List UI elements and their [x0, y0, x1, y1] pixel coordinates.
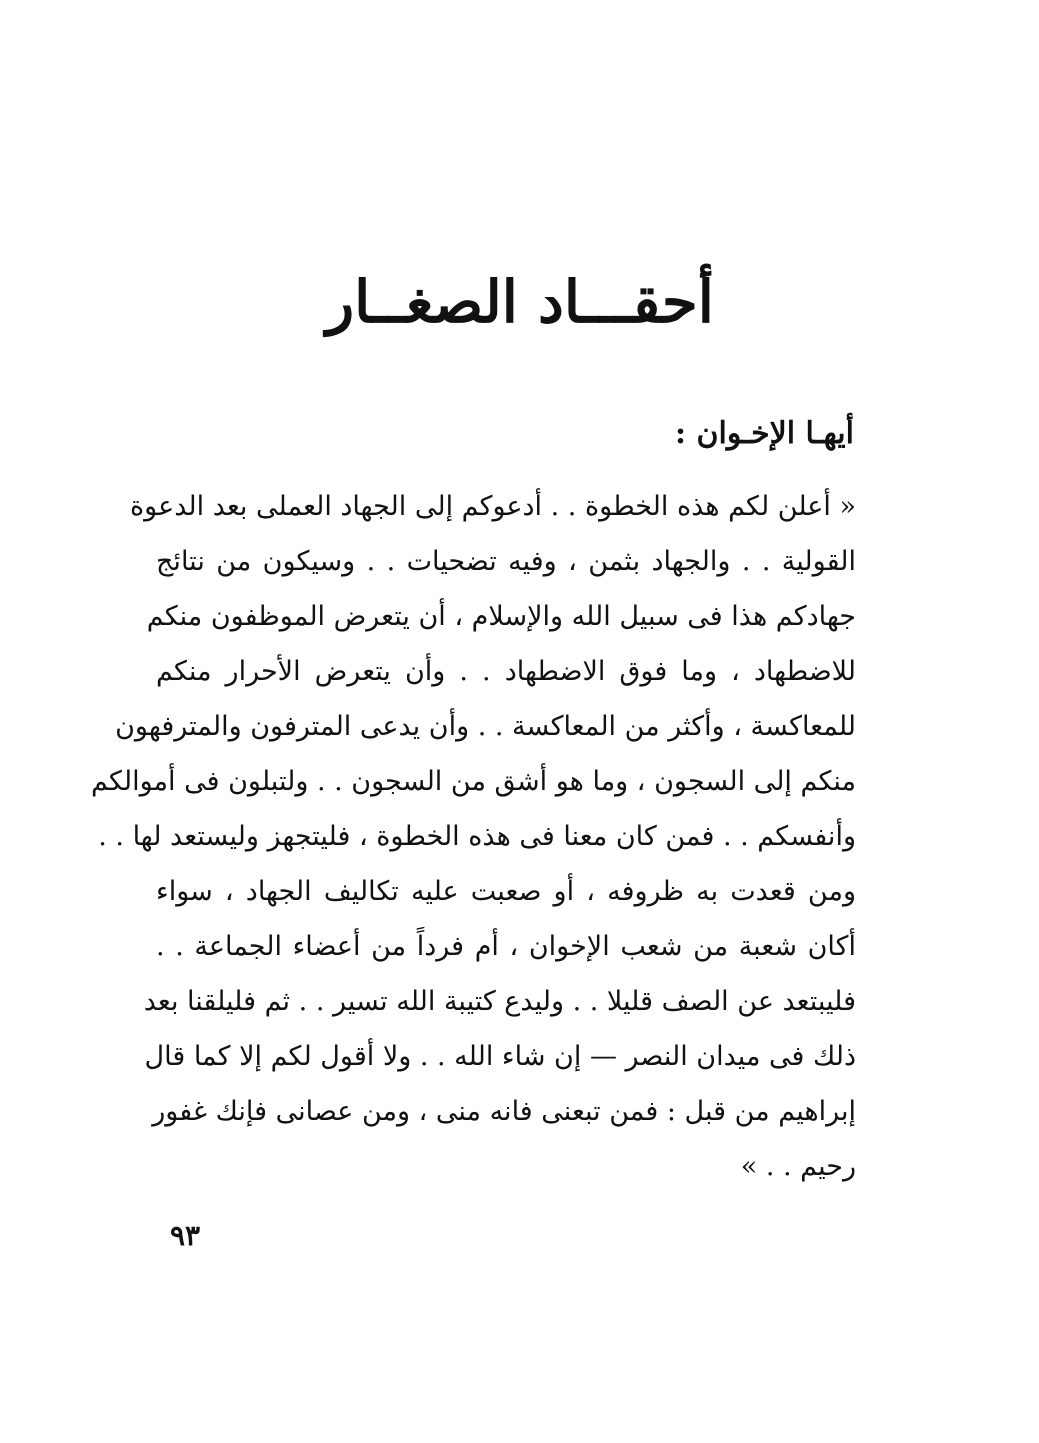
body-line: إبراهيم من قبل : فمن تبعنى فانه منى ، ومن عصانى فإنك غفور	[152, 1096, 856, 1127]
body-line: أكان شعبة من شعب الإخوان ، أم فرداً من أعضاء الجماعة . .	[156, 931, 856, 962]
body-text	[91, 482, 856, 1197]
body-line: القولية . . والجهاد بثمن ، وفيه تضحيات . . وسيكون من نتائج	[156, 546, 856, 577]
body-line: رحيم . . »	[740, 1151, 856, 1182]
section-address: أيهـا الإخـوان :	[674, 416, 854, 451]
body-line: للمعاكسة ، وأكثر من المعاكسة . . وأن يدعى المترفون والمترفهون	[115, 711, 856, 742]
body-line: « أعلن لكم هذه الخطوة . . أدعوكم إلى الجهاد العملى بعد الدعوة	[130, 491, 856, 522]
body-line: ذلك فى ميدان النصر — إن شاء الله . . ولا أقول لكم إلا كما قال	[144, 1041, 856, 1072]
body-line: منكم إلى السجون ، وما هو أشق من السجون . . ولتبلون فى أموالكم	[91, 766, 856, 797]
body-line: جهادكم هذا فى سبيل الله والإسلام ، أن يتعرض الموظفون منكم	[146, 601, 856, 632]
body-line: للاضطهاد ، وما فوق الاضطهاد . . وأن يتعرض الأحرار منكم	[156, 656, 856, 687]
page-number: ٩٣	[170, 1219, 201, 1252]
body-line: فليبتعد عن الصف قليلا . . وليدع كتيبة الله تسير . . ثم فليلقنا بعد	[143, 986, 856, 1017]
body-line: ومن قعدت به ظروفه ، أو صعبت عليه تكاليف الجهاد ، سواء	[156, 876, 856, 907]
body-line: وأنفسكم . . فمن كان معنا فى هذه الخطوة ، فليتجهز وليستعد لها . .	[98, 821, 856, 852]
chapter-title: أحقـــاد الصغــار	[326, 268, 714, 336]
